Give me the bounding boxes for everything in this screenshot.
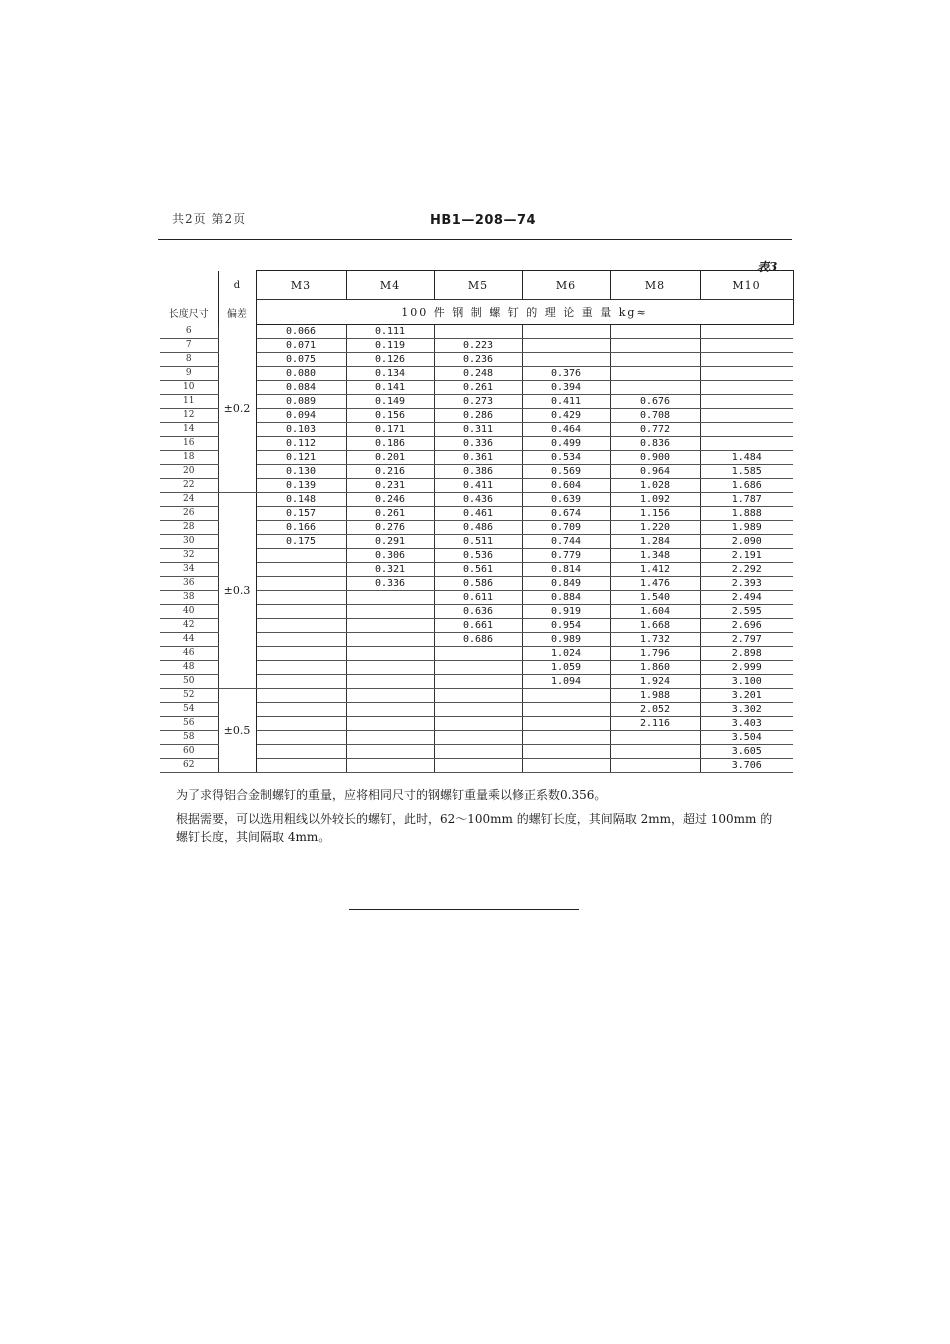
length-label-top	[160, 271, 218, 300]
length-cell: 44	[160, 633, 218, 647]
weight-cell-m6: 0.604	[522, 479, 610, 493]
weight-cell-m8: 2.052	[610, 703, 700, 717]
weight-cell-m3	[256, 703, 346, 717]
weight-cell-m5	[434, 731, 522, 745]
weight-cell-m10: 2.797	[700, 633, 793, 647]
weight-cell-m6: 0.499	[522, 437, 610, 451]
weight-cell-m8	[610, 381, 700, 395]
weight-cell-m5: 0.486	[434, 521, 522, 535]
weight-cell-m10: 2.898	[700, 647, 793, 661]
weight-cell-m6: 0.709	[522, 521, 610, 535]
note-aluminum-correction: 为了求得铝合金制螺钉的重量，应将相同尺寸的钢螺钉重量乘以修正系数0.356。	[176, 788, 607, 802]
weight-cell-m10: 3.706	[700, 759, 793, 773]
weight-cell-m3: 0.148	[256, 493, 346, 507]
weight-cell-m6: 0.464	[522, 423, 610, 437]
weight-cell-m4	[346, 703, 434, 717]
weight-cell-m10: 2.292	[700, 563, 793, 577]
weight-cell-m8: 1.092	[610, 493, 700, 507]
weight-cell-m8	[610, 367, 700, 381]
weight-cell-m5: 0.561	[434, 563, 522, 577]
weight-cell-m8: 0.772	[610, 423, 700, 437]
col-header-m8: M8	[610, 271, 700, 300]
weight-cell-m4: 0.246	[346, 493, 434, 507]
length-cell: 30	[160, 535, 218, 549]
weight-cell-m4	[346, 591, 434, 605]
weight-caption: 100 件 钢 制 螺 钉 的 理 论 重 量 kg≈	[256, 300, 793, 325]
length-cell: 40	[160, 605, 218, 619]
length-cell: 58	[160, 731, 218, 745]
weight-cell-m3	[256, 675, 346, 689]
weight-cell-m5: 0.411	[434, 479, 522, 493]
weight-cell-m4: 0.156	[346, 409, 434, 423]
weight-cell-m3: 0.084	[256, 381, 346, 395]
weight-cell-m10: 2.999	[700, 661, 793, 675]
weight-cell-m8	[610, 325, 700, 339]
weight-cell-m4: 0.291	[346, 535, 434, 549]
weight-cell-m8: 0.964	[610, 465, 700, 479]
weight-cell-m4: 0.171	[346, 423, 434, 437]
weight-cell-m3	[256, 605, 346, 619]
weight-cell-m5: 0.586	[434, 577, 522, 591]
weight-cell-m5: 0.311	[434, 423, 522, 437]
weight-cell-m3	[256, 759, 346, 773]
weight-cell-m4	[346, 731, 434, 745]
weight-cell-m10: 3.302	[700, 703, 793, 717]
weight-cell-m8: 0.836	[610, 437, 700, 451]
weight-cell-m6	[522, 759, 610, 773]
length-cell: 54	[160, 703, 218, 717]
weight-cell-m5: 0.273	[434, 395, 522, 409]
weight-cell-m6: 0.394	[522, 381, 610, 395]
weight-cell-m5	[434, 325, 522, 339]
weight-cell-m6: 0.919	[522, 605, 610, 619]
weight-cell-m3: 0.075	[256, 353, 346, 367]
weight-cell-m4: 0.119	[346, 339, 434, 353]
table-row	[160, 689, 793, 703]
weight-cell-m3	[256, 661, 346, 675]
weight-cell-m5	[434, 717, 522, 731]
weight-cell-m3: 0.112	[256, 437, 346, 451]
weight-cell-m6: 0.674	[522, 507, 610, 521]
weight-cell-m10: 3.403	[700, 717, 793, 731]
weight-cell-m6: 0.814	[522, 563, 610, 577]
weight-cell-m8: 1.924	[610, 675, 700, 689]
weight-cell-m10: 1.888	[700, 507, 793, 521]
page-count: 共2页 第2页	[172, 212, 247, 226]
weight-cell-m8: 0.900	[610, 451, 700, 465]
weight-cell-m5	[434, 689, 522, 703]
weight-cell-m8: 1.540	[610, 591, 700, 605]
weight-cell-m10: 1.484	[700, 451, 793, 465]
weight-cell-m3	[256, 647, 346, 661]
table-row	[160, 493, 793, 507]
weight-cell-m5: 0.436	[434, 493, 522, 507]
weight-cell-m3: 0.175	[256, 535, 346, 549]
weight-cell-m5: 0.236	[434, 353, 522, 367]
weight-cell-m8: 0.708	[610, 409, 700, 423]
length-cell: 11	[160, 395, 218, 409]
weight-cell-m4	[346, 647, 434, 661]
weight-cell-m6: 1.059	[522, 661, 610, 675]
weight-cell-m10: 2.595	[700, 605, 793, 619]
weight-cell-m6: 0.954	[522, 619, 610, 633]
weight-cell-m3: 0.089	[256, 395, 346, 409]
weight-cell-m6: 0.639	[522, 493, 610, 507]
length-cell: 22	[160, 479, 218, 493]
weight-cell-m8: 1.028	[610, 479, 700, 493]
weight-cell-m3	[256, 563, 346, 577]
length-cell: 6	[160, 325, 218, 339]
weight-cell-m8: 1.284	[610, 535, 700, 549]
weight-cell-m5: 0.386	[434, 465, 522, 479]
weight-cell-m8: 1.988	[610, 689, 700, 703]
weight-cell-m10	[700, 409, 793, 423]
weight-cell-m4: 0.261	[346, 507, 434, 521]
col-header-m4: M4	[346, 271, 434, 300]
tolerance-cell: ±0.3	[218, 493, 256, 689]
length-cell: 46	[160, 647, 218, 661]
weight-cell-m4	[346, 759, 434, 773]
weight-cell-m5: 0.661	[434, 619, 522, 633]
weight-cell-m4: 0.276	[346, 521, 434, 535]
weight-cell-m6: 1.024	[522, 647, 610, 661]
weight-cell-m6: 0.569	[522, 465, 610, 479]
length-cell: 62	[160, 759, 218, 773]
weight-cell-m10: 2.393	[700, 577, 793, 591]
weight-cell-m6: 0.849	[522, 577, 610, 591]
length-cell: 12	[160, 409, 218, 423]
weight-cell-m4	[346, 661, 434, 675]
note-length-interval: 根据需要，可以选用粗线以外较长的螺钉，此时，62～100mm 的螺钉长度，其间隔取 2mm，超过 100mm 的螺钉长度，其间隔取 4mm。	[176, 812, 773, 844]
weight-cell-m8: 2.116	[610, 717, 700, 731]
weight-cell-m4: 0.321	[346, 563, 434, 577]
weight-cell-m6	[522, 353, 610, 367]
weight-cell-m3: 0.157	[256, 507, 346, 521]
weight-cell-m5	[434, 675, 522, 689]
weight-cell-m10	[700, 353, 793, 367]
weight-cell-m4: 0.186	[346, 437, 434, 451]
weight-cell-m5: 0.286	[434, 409, 522, 423]
weight-cell-m6: 0.779	[522, 549, 610, 563]
d-symbol-header: d	[218, 271, 256, 300]
col-header-m5: M5	[434, 271, 522, 300]
weight-cell-m3: 0.103	[256, 423, 346, 437]
tolerance-cell: ±0.5	[218, 689, 256, 773]
weight-cell-m6: 0.429	[522, 409, 610, 423]
weight-cell-m10: 2.191	[700, 549, 793, 563]
weight-cell-m5	[434, 759, 522, 773]
weight-cell-m5: 0.536	[434, 549, 522, 563]
weight-cell-m10	[700, 381, 793, 395]
length-cell: 36	[160, 577, 218, 591]
weight-cell-m6: 0.411	[522, 395, 610, 409]
length-header: 长度尺寸	[160, 300, 218, 325]
weight-cell-m5: 0.686	[434, 633, 522, 647]
table-label: 表3	[757, 260, 778, 274]
weight-cell-m8: 1.156	[610, 507, 700, 521]
length-cell: 32	[160, 549, 218, 563]
weight-cell-m10: 1.585	[700, 465, 793, 479]
weight-cell-m10: 3.100	[700, 675, 793, 689]
weight-cell-m3: 0.071	[256, 339, 346, 353]
length-cell: 24	[160, 493, 218, 507]
weight-cell-m3: 0.094	[256, 409, 346, 423]
length-cell: 42	[160, 619, 218, 633]
header-rule	[158, 239, 792, 240]
weight-cell-m3	[256, 549, 346, 563]
weight-cell-m10	[700, 367, 793, 381]
weight-cell-m5: 0.461	[434, 507, 522, 521]
weight-cell-m8	[610, 759, 700, 773]
standard-code: HB1—208—74	[430, 213, 537, 228]
weight-cell-m4	[346, 717, 434, 731]
weight-cell-m10: 3.605	[700, 745, 793, 759]
weight-cell-m10	[700, 395, 793, 409]
length-cell: 28	[160, 521, 218, 535]
weight-cell-m5: 0.248	[434, 367, 522, 381]
weight-cell-m3	[256, 619, 346, 633]
weight-cell-m3	[256, 731, 346, 745]
weight-cell-m6: 0.989	[522, 633, 610, 647]
weight-cell-m10: 3.504	[700, 731, 793, 745]
weight-cell-m8: 1.220	[610, 521, 700, 535]
weight-cell-m3: 0.080	[256, 367, 346, 381]
length-cell: 10	[160, 381, 218, 395]
weight-cell-m8: 1.476	[610, 577, 700, 591]
weight-cell-m3	[256, 717, 346, 731]
weight-cell-m5	[434, 661, 522, 675]
weight-cell-m10: 3.201	[700, 689, 793, 703]
weight-cell-m3	[256, 689, 346, 703]
length-cell: 38	[160, 591, 218, 605]
weight-cell-m3: 0.166	[256, 521, 346, 535]
weight-cell-m4: 0.201	[346, 451, 434, 465]
weight-cell-m5: 0.636	[434, 605, 522, 619]
weight-cell-m5: 0.361	[434, 451, 522, 465]
weight-cell-m4: 0.216	[346, 465, 434, 479]
weight-cell-m3	[256, 633, 346, 647]
weight-cell-m6: 0.884	[522, 591, 610, 605]
length-cell: 14	[160, 423, 218, 437]
length-cell: 18	[160, 451, 218, 465]
weight-cell-m8	[610, 339, 700, 353]
weight-cell-m10	[700, 325, 793, 339]
weight-cell-m6	[522, 689, 610, 703]
weight-cell-m8: 1.604	[610, 605, 700, 619]
weight-cell-m4: 0.134	[346, 367, 434, 381]
col-header-m3: M3	[256, 271, 346, 300]
length-cell: 26	[160, 507, 218, 521]
length-cell: 20	[160, 465, 218, 479]
weight-cell-m5: 0.511	[434, 535, 522, 549]
weight-cell-m6	[522, 339, 610, 353]
weight-cell-m10: 2.494	[700, 591, 793, 605]
weight-cell-m10	[700, 339, 793, 353]
weight-cell-m8: 1.668	[610, 619, 700, 633]
length-cell: 7	[160, 339, 218, 353]
weight-cell-m3: 0.121	[256, 451, 346, 465]
weight-cell-m8: 1.796	[610, 647, 700, 661]
weight-cell-m6	[522, 717, 610, 731]
length-cell: 48	[160, 661, 218, 675]
table-row	[160, 325, 793, 339]
weight-cell-m4: 0.231	[346, 479, 434, 493]
length-cell: 56	[160, 717, 218, 731]
weight-cell-m8: 0.676	[610, 395, 700, 409]
weight-cell-m3: 0.130	[256, 465, 346, 479]
weight-cell-m4	[346, 675, 434, 689]
tolerance-header: 偏差	[218, 300, 256, 325]
weight-cell-m6	[522, 325, 610, 339]
weight-cell-m4: 0.149	[346, 395, 434, 409]
weight-cell-m4	[346, 605, 434, 619]
weight-cell-m4	[346, 689, 434, 703]
tolerance-cell: ±0.2	[218, 325, 256, 493]
weight-cell-m8	[610, 353, 700, 367]
length-cell: 60	[160, 745, 218, 759]
table-body	[160, 325, 793, 773]
weight-cell-m5: 0.611	[434, 591, 522, 605]
weight-cell-m10	[700, 437, 793, 451]
weight-cell-m5: 0.223	[434, 339, 522, 353]
weight-cell-m10: 2.696	[700, 619, 793, 633]
weight-cell-m8	[610, 745, 700, 759]
weight-cell-m3: 0.139	[256, 479, 346, 493]
weight-cell-m6: 0.376	[522, 367, 610, 381]
weight-cell-m4: 0.126	[346, 353, 434, 367]
weight-cell-m6	[522, 703, 610, 717]
weight-cell-m3	[256, 745, 346, 759]
weight-cell-m6: 1.094	[522, 675, 610, 689]
weight-cell-m6: 0.534	[522, 451, 610, 465]
weight-cell-m5	[434, 703, 522, 717]
weight-cell-m10: 1.787	[700, 493, 793, 507]
weight-cell-m8: 1.732	[610, 633, 700, 647]
weight-cell-m3	[256, 591, 346, 605]
weight-cell-m5: 0.336	[434, 437, 522, 451]
weight-cell-m4	[346, 745, 434, 759]
length-cell: 16	[160, 437, 218, 451]
weight-cell-m6	[522, 731, 610, 745]
col-header-m10: M10	[700, 271, 793, 300]
weight-cell-m5: 0.261	[434, 381, 522, 395]
weight-cell-m8: 1.412	[610, 563, 700, 577]
weight-cell-m3: 0.066	[256, 325, 346, 339]
length-cell: 9	[160, 367, 218, 381]
weight-cell-m10: 2.090	[700, 535, 793, 549]
weight-cell-m8: 1.860	[610, 661, 700, 675]
weight-cell-m10: 1.989	[700, 521, 793, 535]
length-cell: 34	[160, 563, 218, 577]
weight-cell-m6	[522, 745, 610, 759]
weight-cell-m6: 0.744	[522, 535, 610, 549]
weight-cell-m8: 1.348	[610, 549, 700, 563]
weight-cell-m4	[346, 633, 434, 647]
weight-cell-m5	[434, 647, 522, 661]
length-cell: 8	[160, 353, 218, 367]
col-header-m6: M6	[522, 271, 610, 300]
weight-cell-m10	[700, 423, 793, 437]
weight-cell-m4	[346, 619, 434, 633]
weight-cell-m4: 0.336	[346, 577, 434, 591]
weight-cell-m5	[434, 745, 522, 759]
weight-cell-m8	[610, 731, 700, 745]
weight-cell-m4: 0.141	[346, 381, 434, 395]
length-cell: 52	[160, 689, 218, 703]
end-rule	[349, 909, 579, 910]
screw-weight-table	[160, 270, 794, 773]
weight-cell-m4: 0.111	[346, 325, 434, 339]
weight-cell-m4: 0.306	[346, 549, 434, 563]
length-cell: 50	[160, 675, 218, 689]
weight-cell-m10: 1.686	[700, 479, 793, 493]
weight-cell-m3	[256, 577, 346, 591]
